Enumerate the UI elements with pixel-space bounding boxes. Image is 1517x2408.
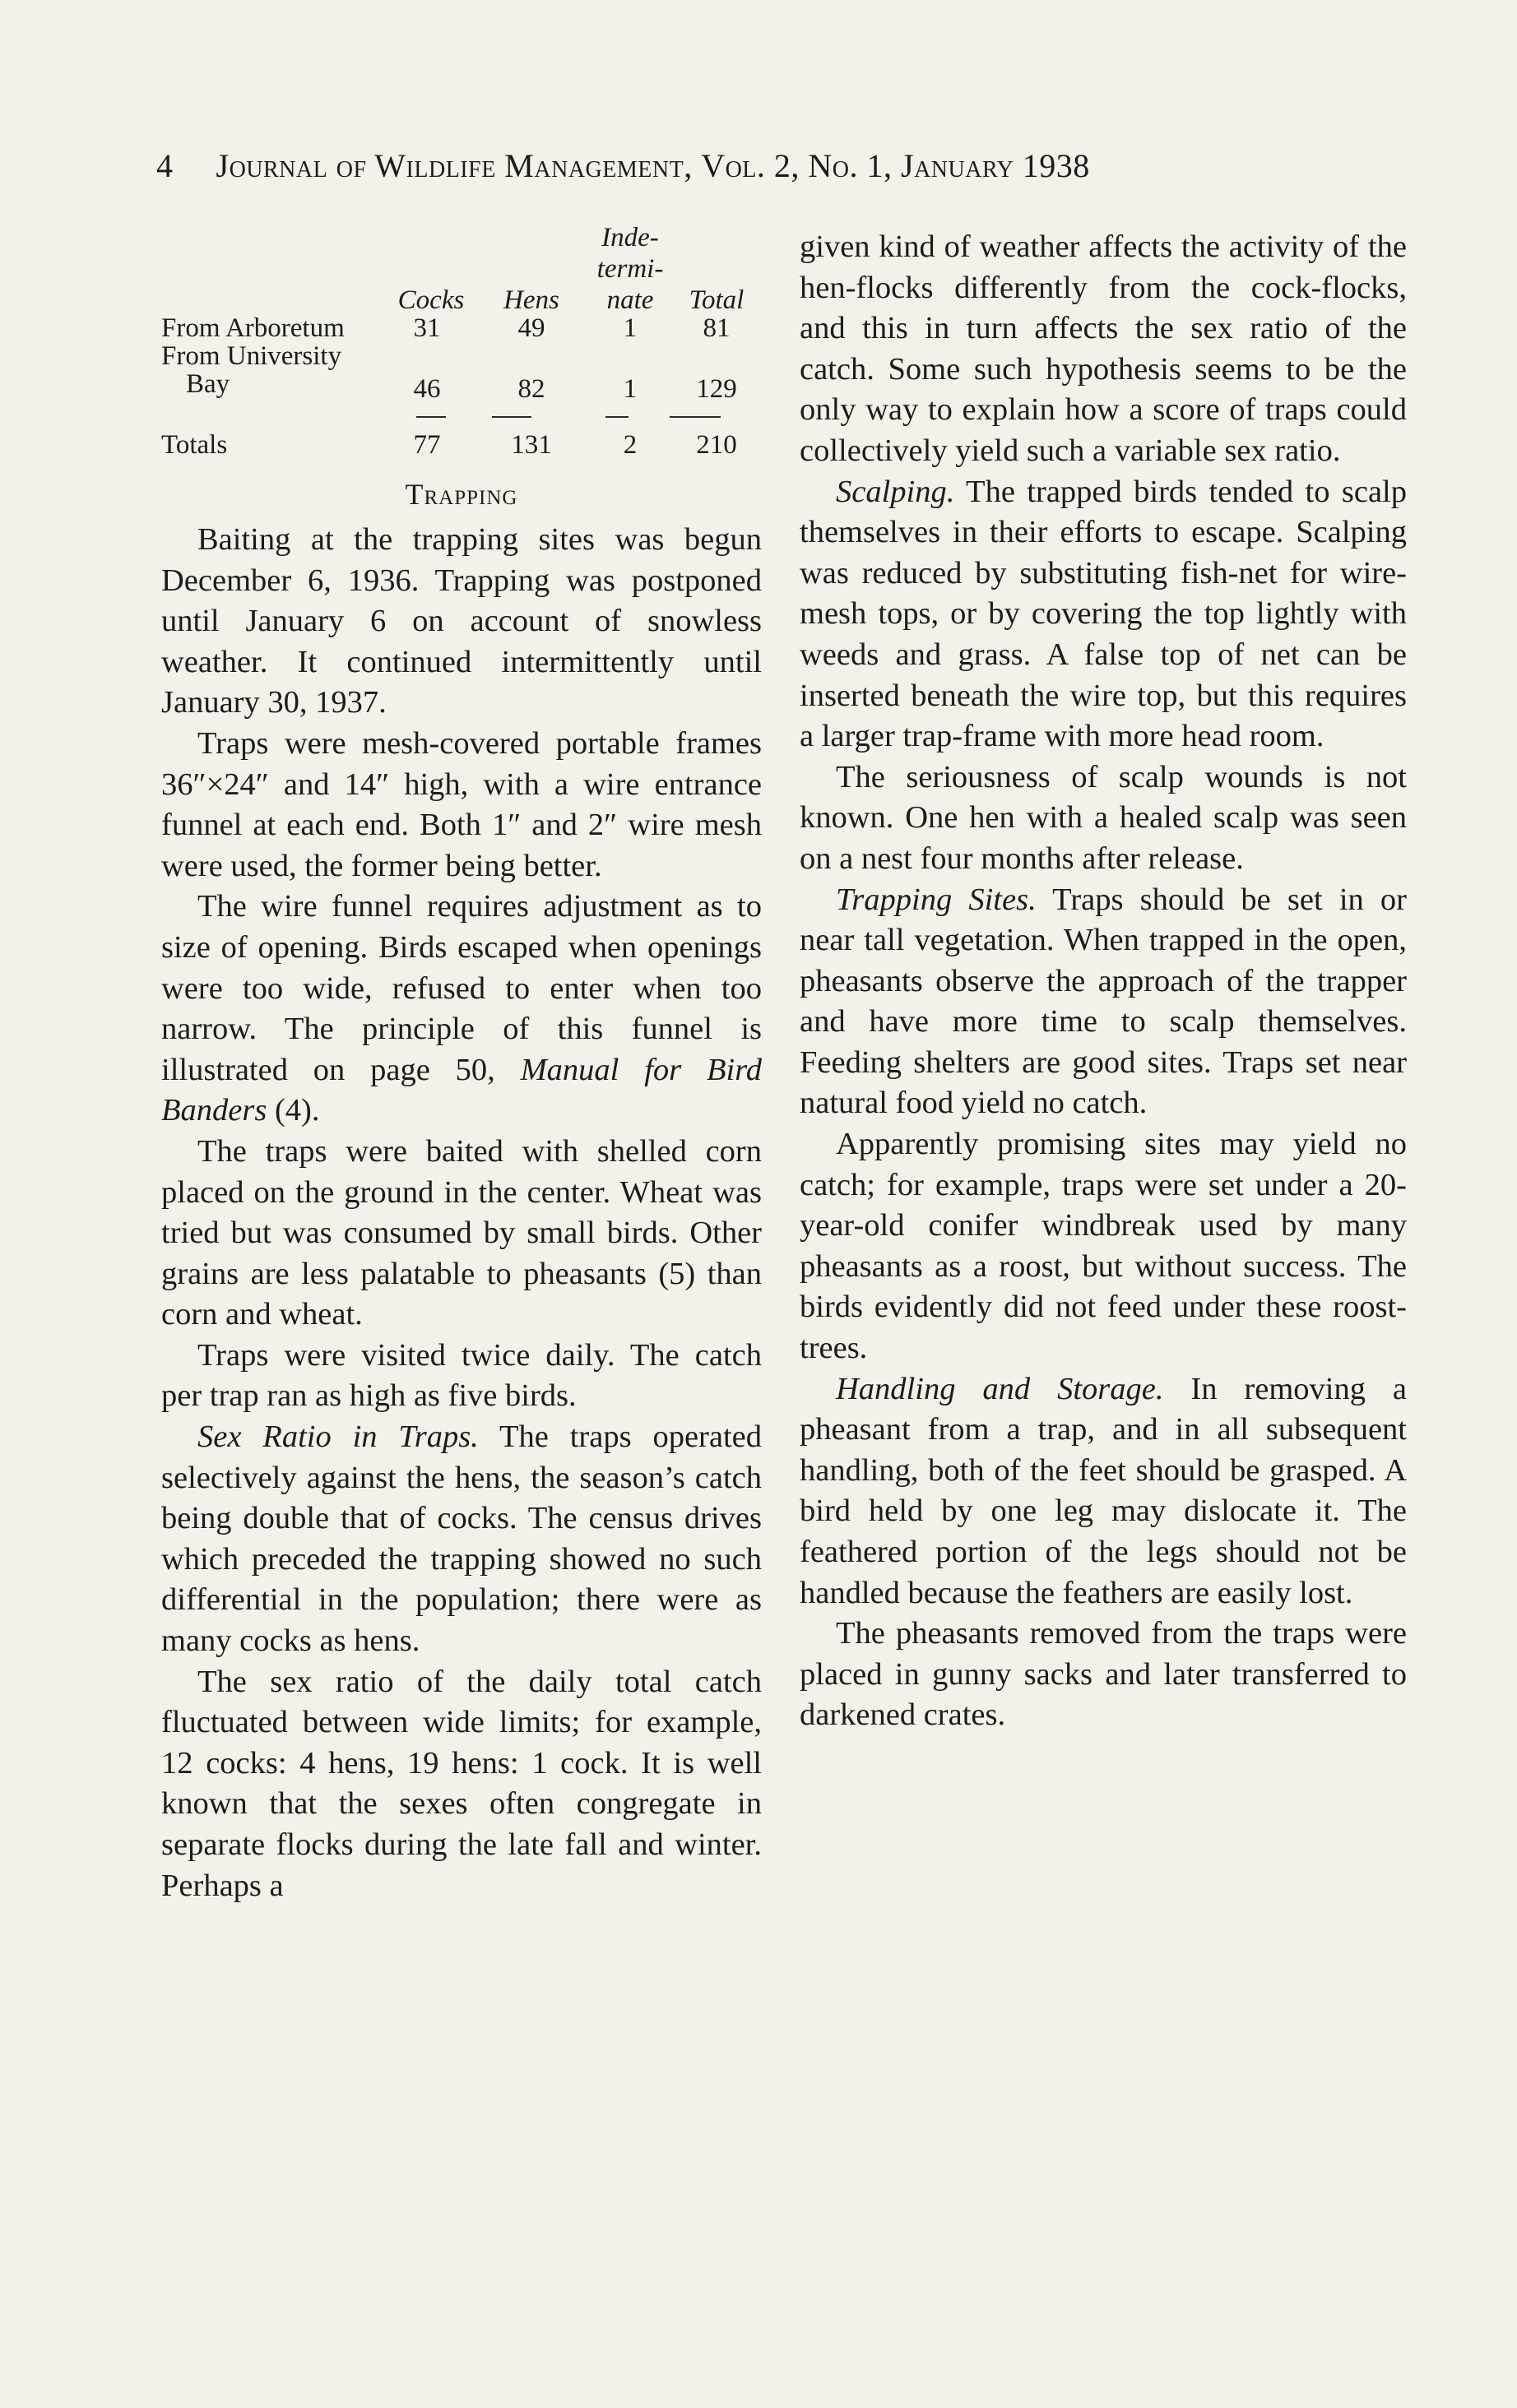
paragraph: Trapping Sites. Traps should be set in or near tall vegetation. When trapped in the open, pheasants observe the approach of the trapper and have more time to scalp themselves. Feeding shelters are good sites. Traps set near natural food yield no catch. — [800, 882, 1407, 1121]
volume-info: Vol. 2, No. 1, January 1938 — [701, 147, 1090, 184]
paragraph: The wire funnel requires adjustment as to size of opening. Birds escaped when openings were too wide, refused to enter when too narrow. The principle of this funnel is illustrated on page 50, Manual for Bird Banders (4). — [161, 889, 762, 1128]
cell-arboretum-total: 81 — [703, 313, 731, 343]
cell-totals-indeterminate: 2 — [623, 430, 638, 460]
row-label-university-1: From University — [161, 341, 342, 371]
paragraph: The pheasants removed from the traps were placed in gunny sacks and later transferred to darkened crates. — [800, 1616, 1407, 1733]
row-label-university-2: Bay — [186, 369, 230, 399]
paragraph: Handling and Storage. In removing a pheasant from a trap, and in all subsequent handling, both of the feet should be grasped. A bird held by one leg may dislocate it. The feathered portion of the legs should not be handled because the feathers are easily lost. — [800, 1371, 1407, 1610]
paragraph: Traps were mesh-covered portable frames 36″×24″ and 14″ high, with a wire entrance funnel at each end. Both 1″ and 2″ wire mesh were used, the former being better. — [161, 725, 762, 883]
cell-arboretum-hens: 49 — [517, 313, 545, 343]
paragraph: Scalping. The trapped birds tended to scalp themselves in their efforts to escape. Scalping was reduced by substituting fish-net for wire-mesh tops, or by covering the top lightly with weeds and grass. A false top of net can be inserted beneath the wire top, but this requires a larger trap-frame with more head room. — [800, 474, 1407, 754]
header-hens: Hens — [503, 285, 559, 315]
header-total: Total — [689, 285, 745, 315]
paragraph: The traps were baited with shelled corn placed on the ground in the center. Wheat was tried but was consumed by small birds. Other grains are less palatable to pheasants (5) than corn and wheat. — [161, 1133, 762, 1332]
cell-university-total: 129 — [696, 374, 737, 404]
running-head: 4 Journal of Wildlife Management, Vol. 2, No. 1, January 1938 — [156, 147, 1090, 184]
subhead-trapping-sites: Trapping Sites. — [836, 882, 1037, 917]
cell-arboretum-indeterminate: 1 — [623, 313, 638, 343]
row-label-totals: Totals — [161, 430, 228, 460]
subhead-sex-ratio: Sex Ratio in Traps. — [197, 1419, 479, 1455]
header-cocks: Cocks — [397, 285, 465, 315]
header-indeterminate-1: Inde- — [601, 223, 659, 252]
rule-cocks — [416, 416, 446, 418]
cell-university-hens: 82 — [517, 374, 545, 404]
rule-hens — [492, 416, 531, 418]
paragraph: Apparently promising sites may yield no catch; for example, traps were set under a 20-year-old conifer windbreak used by many pheasants as a roost, but without success. The birds evidently did not feed under these roost-trees. — [800, 1127, 1407, 1366]
cell-university-indeterminate: 1 — [623, 374, 638, 404]
subhead-handling-storage: Handling and Storage. — [836, 1371, 1164, 1406]
citation-title: Manual for Bird Banders — [161, 1052, 762, 1128]
rule-total — [670, 416, 721, 418]
cell-arboretum-cocks: 31 — [413, 313, 441, 343]
cell-university-cocks: 46 — [413, 374, 441, 404]
cell-totals-hens: 131 — [511, 430, 552, 460]
right-body-text — [800, 227, 1407, 1736]
header-indeterminate-2: termi- — [596, 254, 664, 284]
page-number: 4 — [156, 147, 174, 184]
cell-totals-total: 210 — [696, 430, 737, 460]
subhead-scalping: Scalping. — [836, 474, 955, 509]
journal-title: Journal of Wildlife Management — [216, 147, 684, 184]
paragraph: The sex ratio of the daily total catch fluctuated between wide limits; for example, 12 cocks: 4 hens, 19 hens: 1 cock. It is well known that the sexes often congregate in separate flocks during the late fall and winter. Perhaps a — [161, 1664, 762, 1903]
section-heading: Trapping — [405, 478, 518, 511]
paragraph: given kind of weather affects the activity of the hen-flocks differently from the cock-flocks, and this in turn affects the sex ratio of the catch. Some such hypothesis seems to be the only way to explain how a score of traps could collectively yield such a variable sex ratio. — [800, 229, 1407, 468]
header-indeterminate-3: nate — [606, 285, 654, 315]
rule-indeterminate — [605, 416, 629, 418]
paragraph: Baiting at the trapping sites was begun December 6, 1936. Trapping was postponed until January 6 on account of snowless weather. It continued intermittently until January 30, 1937. — [161, 522, 762, 720]
cell-totals-cocks: 77 — [413, 430, 441, 460]
paragraph: Sex Ratio in Traps. The traps operated selectively against the hens, the season’s catch being double that of cocks. The census drives which preceded the trapping showed no such differential in the population; there were as many cocks as hens. — [161, 1419, 762, 1659]
paragraph: Traps were visited twice daily. The catch per trap ran as high as five birds. — [161, 1337, 762, 1414]
row-label-arboretum: From Arboretum — [161, 313, 345, 343]
paragraph: The seriousness of scalp wounds is not known. One hen with a healed scalp was seen on a nest four months after release. — [800, 759, 1407, 876]
left-body-text — [161, 520, 762, 1906]
